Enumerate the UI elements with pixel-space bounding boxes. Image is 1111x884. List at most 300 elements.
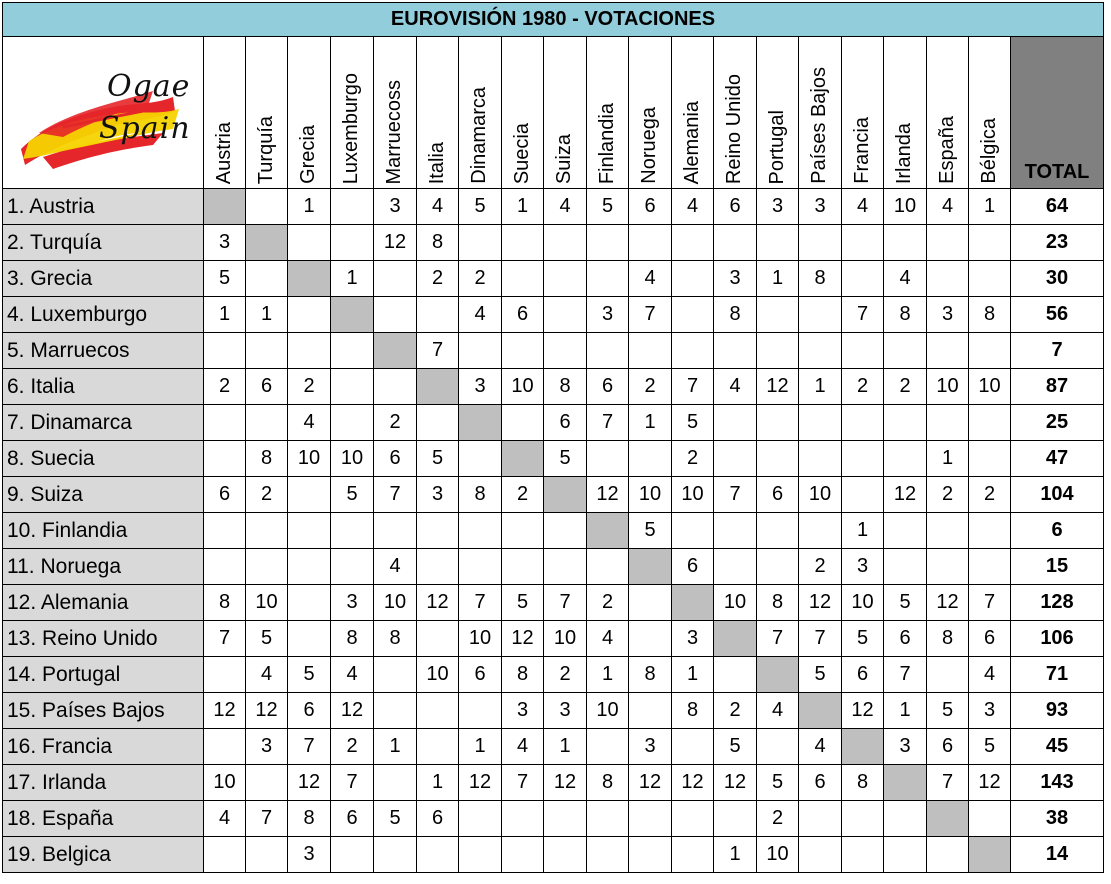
score-cell: 12 [204, 693, 246, 729]
score-cell: 3 [587, 297, 629, 333]
country-label: 19. Belgica [3, 837, 204, 873]
score-cell: 4 [884, 261, 927, 297]
score-cell [927, 837, 969, 873]
score-cell: 5 [927, 693, 969, 729]
voter-name: Turquía [254, 115, 277, 184]
score-cell [842, 441, 884, 477]
score-cell [204, 405, 246, 441]
score-cell: 6 [714, 189, 757, 225]
score-cell: 6 [587, 369, 629, 405]
score-cell: 1 [459, 729, 502, 765]
country-label: 9. Suiza [3, 477, 204, 513]
score-cell: 10 [629, 477, 672, 513]
voter-name: Dinamarca [468, 87, 490, 184]
score-cell: 5 [204, 261, 246, 297]
score-cell [544, 513, 587, 549]
country-row [3, 513, 1104, 549]
score-cell [502, 405, 544, 441]
country-label: 12. Alemania [3, 585, 204, 621]
score-cell [417, 729, 459, 765]
score-cell: 5 [331, 477, 374, 513]
score-cell [417, 405, 459, 441]
score-cell: 12 [587, 477, 629, 513]
score-cell [629, 801, 672, 837]
voter-column-header [459, 37, 502, 189]
score-cell [246, 513, 288, 549]
voter-column-header [204, 37, 246, 189]
score-cell: 6 [799, 765, 842, 801]
score-cell [204, 513, 246, 549]
voter-column-header [374, 37, 417, 189]
voter-name: Alemania [680, 100, 703, 184]
country-label: 13. Reino Unido [3, 621, 204, 657]
total-cell: 104 [1011, 477, 1104, 513]
country-label: 15. Países Bajos [3, 693, 204, 729]
score-cell [459, 801, 502, 837]
score-cell: 5 [799, 657, 842, 693]
score-cell [246, 189, 288, 225]
score-cell: 5 [459, 189, 502, 225]
score-cell: 10 [331, 441, 374, 477]
score-cell: 2 [884, 369, 927, 405]
score-cell [374, 837, 417, 873]
score-cell [927, 657, 969, 693]
score-cell: 2 [288, 369, 331, 405]
country-label: 8. Suecia [3, 441, 204, 477]
country-row [3, 693, 1104, 729]
score-cell [969, 801, 1011, 837]
self-vote-cell [459, 405, 502, 441]
score-cell [288, 297, 331, 333]
score-cell [884, 225, 927, 261]
score-cell [544, 297, 587, 333]
score-cell: 7 [629, 297, 672, 333]
score-cell: 5 [417, 441, 459, 477]
self-vote-cell [331, 297, 374, 333]
score-cell: 7 [799, 621, 842, 657]
score-cell [587, 549, 629, 585]
score-cell: 3 [629, 729, 672, 765]
total-cell: 30 [1011, 261, 1104, 297]
logo-text-line2: Spain [99, 111, 191, 146]
score-cell [672, 297, 714, 333]
total-cell: 7 [1011, 333, 1104, 369]
score-cell [884, 549, 927, 585]
score-cell [544, 549, 587, 585]
score-cell [502, 261, 544, 297]
score-cell: 6 [459, 657, 502, 693]
score-cell [714, 513, 757, 549]
score-cell [672, 261, 714, 297]
score-cell: 6 [969, 621, 1011, 657]
score-cell: 10 [842, 585, 884, 621]
score-cell: 4 [587, 621, 629, 657]
score-cell: 4 [629, 261, 672, 297]
score-cell [246, 261, 288, 297]
score-cell: 7 [417, 333, 459, 369]
score-cell: 6 [927, 729, 969, 765]
score-cell [459, 513, 502, 549]
score-cell [757, 441, 799, 477]
score-cell: 6 [884, 621, 927, 657]
total-cell: 6 [1011, 513, 1104, 549]
score-cell: 2 [374, 405, 417, 441]
score-cell: 12 [246, 693, 288, 729]
self-vote-cell [246, 225, 288, 261]
score-cell: 5 [842, 621, 884, 657]
score-cell [331, 333, 374, 369]
score-cell [587, 801, 629, 837]
voter-name: Reino Unido [723, 73, 745, 184]
score-cell: 1 [672, 657, 714, 693]
score-cell: 5 [587, 189, 629, 225]
score-cell [927, 513, 969, 549]
country-label: 2. Turquía [3, 225, 204, 261]
score-cell [927, 225, 969, 261]
score-cell [587, 333, 629, 369]
score-cell [288, 621, 331, 657]
country-row [3, 657, 1104, 693]
score-cell [331, 369, 374, 405]
score-cell [757, 405, 799, 441]
score-cell [417, 837, 459, 873]
voter-name: Francia [850, 117, 873, 184]
country-row [3, 801, 1104, 837]
score-cell [246, 837, 288, 873]
score-cell: 1 [204, 297, 246, 333]
score-cell: 3 [969, 693, 1011, 729]
score-cell [629, 585, 672, 621]
score-cell [374, 693, 417, 729]
score-cell: 12 [417, 585, 459, 621]
country-label: 6. Italia [3, 369, 204, 405]
voter-column-header [672, 37, 714, 189]
score-cell [544, 801, 587, 837]
score-cell: 2 [969, 477, 1011, 513]
score-cell: 8 [459, 477, 502, 513]
score-cell [331, 405, 374, 441]
score-cell: 10 [884, 189, 927, 225]
country-label: 3. Grecia [3, 261, 204, 297]
total-cell: 93 [1011, 693, 1104, 729]
score-cell [884, 837, 927, 873]
country-row [3, 621, 1104, 657]
score-cell: 3 [799, 189, 842, 225]
score-cell: 7 [927, 765, 969, 801]
voter-name: Suecia [510, 122, 533, 184]
score-cell: 10 [544, 621, 587, 657]
score-cell: 2 [672, 441, 714, 477]
score-cell: 7 [672, 369, 714, 405]
voter-column-header [799, 37, 842, 189]
score-cell: 7 [884, 657, 927, 693]
score-cell [969, 333, 1011, 369]
score-cell: 6 [757, 477, 799, 513]
score-cell: 8 [204, 585, 246, 621]
score-cell [884, 405, 927, 441]
score-cell [927, 405, 969, 441]
voter-name: Marruecoss [383, 79, 405, 184]
country-label: 5. Marruecos [3, 333, 204, 369]
score-cell [204, 729, 246, 765]
score-cell: 3 [714, 261, 757, 297]
score-cell: 2 [757, 801, 799, 837]
score-cell: 12 [374, 225, 417, 261]
voter-column-header [842, 37, 884, 189]
voter-column-header [757, 37, 799, 189]
score-cell [672, 729, 714, 765]
score-cell: 1 [246, 297, 288, 333]
voter-name: Luxemburgo [340, 72, 362, 184]
score-cell [417, 621, 459, 657]
score-cell: 5 [374, 801, 417, 837]
score-cell: 5 [502, 585, 544, 621]
score-cell [884, 801, 927, 837]
logo-text-line1: Ogae [107, 69, 191, 104]
score-cell: 7 [587, 405, 629, 441]
score-cell: 10 [927, 369, 969, 405]
score-cell: 4 [927, 189, 969, 225]
voter-column-header [629, 37, 672, 189]
score-cell: 10 [417, 657, 459, 693]
score-cell [629, 621, 672, 657]
score-cell [799, 405, 842, 441]
score-cell [246, 549, 288, 585]
ogae-spain-logo [3, 37, 204, 189]
score-cell: 4 [969, 657, 1011, 693]
score-cell [757, 549, 799, 585]
score-cell [502, 513, 544, 549]
score-cell [799, 297, 842, 333]
score-cell [969, 225, 1011, 261]
self-vote-cell [288, 261, 331, 297]
score-cell [417, 297, 459, 333]
score-cell: 1 [587, 657, 629, 693]
score-cell: 12 [629, 765, 672, 801]
total-cell: 56 [1011, 297, 1104, 333]
score-cell [204, 549, 246, 585]
self-vote-cell [417, 369, 459, 405]
score-cell: 3 [374, 189, 417, 225]
score-cell: 12 [969, 765, 1011, 801]
score-cell [288, 225, 331, 261]
score-cell: 12 [672, 765, 714, 801]
score-cell: 12 [714, 765, 757, 801]
voter-column-header [969, 37, 1011, 189]
score-cell [459, 225, 502, 261]
voter-name: Irlanda [893, 122, 915, 184]
country-label: 7. Dinamarca [3, 405, 204, 441]
score-cell: 3 [502, 693, 544, 729]
score-cell: 10 [757, 837, 799, 873]
score-cell: 7 [374, 477, 417, 513]
country-row [3, 441, 1104, 477]
score-cell [374, 657, 417, 693]
score-cell [331, 549, 374, 585]
score-cell [672, 225, 714, 261]
country-label: 16. Francia [3, 729, 204, 765]
score-cell: 8 [757, 585, 799, 621]
score-cell: 1 [331, 261, 374, 297]
score-cell: 8 [672, 693, 714, 729]
score-cell: 8 [842, 765, 884, 801]
score-cell: 1 [544, 729, 587, 765]
voter-column-header [288, 37, 331, 189]
score-cell [969, 441, 1011, 477]
score-cell: 3 [331, 585, 374, 621]
voter-column-header [246, 37, 288, 189]
score-cell [502, 225, 544, 261]
score-cell [629, 441, 672, 477]
score-cell [969, 405, 1011, 441]
score-cell [842, 225, 884, 261]
country-row [3, 225, 1104, 261]
score-cell: 8 [417, 225, 459, 261]
score-cell: 8 [587, 765, 629, 801]
score-cell: 10 [288, 441, 331, 477]
score-cell [417, 513, 459, 549]
score-cell: 12 [799, 585, 842, 621]
country-row [3, 765, 1104, 801]
score-cell: 7 [969, 585, 1011, 621]
score-cell [714, 441, 757, 477]
score-cell: 1 [288, 189, 331, 225]
score-cell: 4 [374, 549, 417, 585]
score-cell [927, 333, 969, 369]
score-cell: 1 [969, 189, 1011, 225]
score-cell [417, 693, 459, 729]
score-cell: 4 [714, 369, 757, 405]
voter-name: España [935, 116, 958, 184]
score-cell: 6 [246, 369, 288, 405]
score-cell: 4 [842, 189, 884, 225]
score-cell [502, 837, 544, 873]
score-cell: 8 [927, 621, 969, 657]
score-cell: 3 [842, 549, 884, 585]
total-cell: 15 [1011, 549, 1104, 585]
score-cell: 5 [672, 405, 714, 441]
score-cell: 5 [544, 441, 587, 477]
score-cell [288, 477, 331, 513]
score-cell [672, 837, 714, 873]
score-cell [629, 837, 672, 873]
total-cell: 45 [1011, 729, 1104, 765]
score-cell: 4 [757, 693, 799, 729]
score-cell: 1 [884, 693, 927, 729]
score-cell: 8 [629, 657, 672, 693]
total-column-header: TOTAL [1011, 37, 1104, 189]
score-cell: 2 [246, 477, 288, 513]
score-cell [799, 441, 842, 477]
score-cell [544, 225, 587, 261]
score-cell [714, 405, 757, 441]
score-cell [842, 477, 884, 513]
voter-name: Países Bajos [808, 67, 830, 184]
score-cell: 7 [502, 765, 544, 801]
score-cell [288, 549, 331, 585]
score-cell [288, 585, 331, 621]
score-cell [884, 333, 927, 369]
sheet-title: EUROVISIÓN 1980 - VOTACIONES [3, 3, 1104, 37]
score-cell: 8 [331, 621, 374, 657]
score-cell: 3 [459, 369, 502, 405]
score-cell: 4 [544, 189, 587, 225]
score-cell [969, 513, 1011, 549]
total-cell: 25 [1011, 405, 1104, 441]
score-cell: 10 [799, 477, 842, 513]
country-row [3, 297, 1104, 333]
score-cell [757, 333, 799, 369]
self-vote-cell [544, 477, 587, 513]
score-cell [842, 801, 884, 837]
voter-name: Noruega [638, 107, 660, 184]
score-cell [842, 405, 884, 441]
score-cell [799, 333, 842, 369]
score-cell: 2 [204, 369, 246, 405]
score-cell: 4 [288, 405, 331, 441]
score-cell [884, 441, 927, 477]
score-cell: 10 [246, 585, 288, 621]
voter-column-header [417, 37, 459, 189]
score-cell: 5 [969, 729, 1011, 765]
voter-column-header [927, 37, 969, 189]
score-cell: 4 [246, 657, 288, 693]
score-cell: 1 [629, 405, 672, 441]
score-cell: 6 [331, 801, 374, 837]
self-vote-cell [842, 729, 884, 765]
score-cell: 2 [714, 693, 757, 729]
total-cell: 14 [1011, 837, 1104, 873]
score-cell [502, 549, 544, 585]
voter-name: Austria [212, 121, 235, 184]
score-cell: 3 [927, 297, 969, 333]
score-cell: 6 [629, 189, 672, 225]
self-vote-cell [757, 657, 799, 693]
score-cell [204, 333, 246, 369]
country-row [3, 477, 1104, 513]
score-cell [714, 657, 757, 693]
score-cell [927, 261, 969, 297]
score-cell [714, 333, 757, 369]
total-cell: 106 [1011, 621, 1104, 657]
country-row [3, 585, 1104, 621]
voter-name: Grecia [297, 125, 319, 184]
score-cell [587, 225, 629, 261]
score-cell: 1 [502, 189, 544, 225]
self-vote-cell [969, 837, 1011, 873]
self-vote-cell [672, 585, 714, 621]
score-cell [204, 657, 246, 693]
voter-column-header [884, 37, 927, 189]
score-cell: 8 [246, 441, 288, 477]
score-cell [459, 837, 502, 873]
score-cell [331, 189, 374, 225]
score-cell [544, 333, 587, 369]
score-cell [246, 333, 288, 369]
score-cell: 3 [204, 225, 246, 261]
country-row [3, 189, 1104, 225]
score-cell: 8 [714, 297, 757, 333]
score-cell: 2 [544, 657, 587, 693]
total-cell: 71 [1011, 657, 1104, 693]
score-cell [757, 513, 799, 549]
country-label: 14. Portugal [3, 657, 204, 693]
score-cell [246, 405, 288, 441]
score-cell [757, 297, 799, 333]
score-cell: 10 [672, 477, 714, 513]
country-row [3, 549, 1104, 585]
score-cell: 6 [417, 801, 459, 837]
